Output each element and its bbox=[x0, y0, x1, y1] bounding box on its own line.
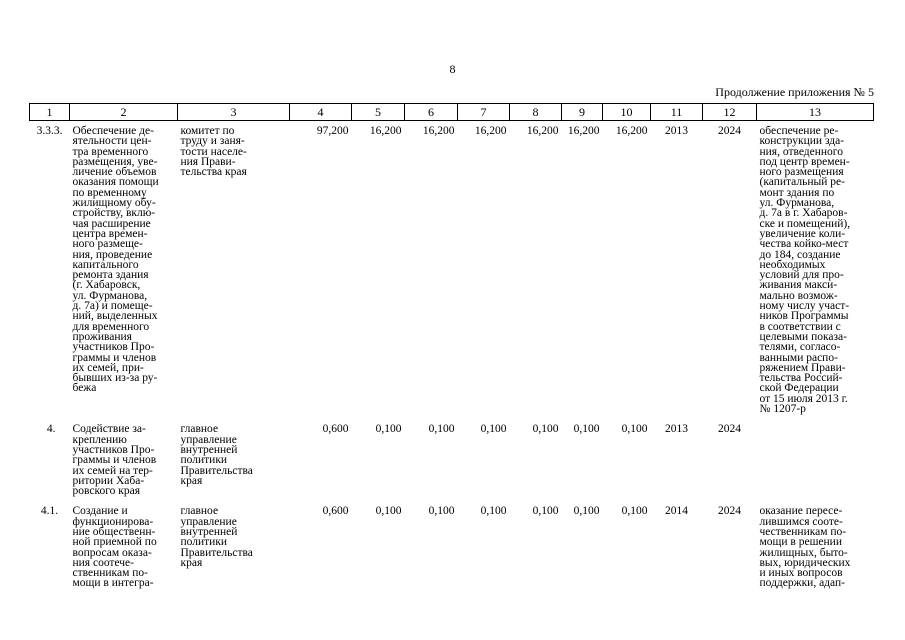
cell-year-value: 0,100 bbox=[573, 423, 600, 436]
column-header: 6 bbox=[405, 104, 458, 121]
cell-year-value: 0,100 bbox=[480, 505, 507, 518]
cell-executor: главное управление внутренней политики Правительства края bbox=[180, 505, 253, 569]
column-header: 3 bbox=[178, 104, 290, 121]
column-header: 1 bbox=[30, 104, 70, 121]
cell-year-value: 0,100 bbox=[480, 423, 507, 436]
cell-result bbox=[757, 414, 874, 496]
cell-total: 0,600 bbox=[322, 423, 349, 436]
cell-year-value: 16,200 bbox=[369, 125, 402, 137]
header-row bbox=[30, 104, 874, 121]
cell-total: 97,200 bbox=[316, 125, 349, 137]
cell-year-value: 0,100 bbox=[532, 505, 559, 518]
cell-activity: Содействие за- креплению участников Про- граммы и членов их семей на тер- ритории Хаба- ровского края bbox=[72, 423, 157, 498]
cell-id: 3.3.3. bbox=[36, 125, 63, 137]
column-header: 13 bbox=[757, 104, 874, 121]
cell-year-value: 16,200 bbox=[615, 125, 648, 137]
cell-executor: комитет по труду и заня- тости населе- ния Прави- тельства края bbox=[180, 125, 247, 179]
cell-year-value: 0,100 bbox=[573, 505, 600, 518]
table-row bbox=[30, 496, 874, 588]
cell-executor: главное управление внутренней политики Правительства края bbox=[180, 423, 253, 487]
column-header: 12 bbox=[703, 104, 757, 121]
cell-year-value: 16,200 bbox=[474, 125, 507, 137]
page-number: 8 bbox=[449, 62, 456, 76]
column-header: 5 bbox=[352, 104, 405, 121]
cell-year-value: 0,100 bbox=[428, 505, 455, 518]
cell-year-value: 0,100 bbox=[621, 423, 648, 436]
cell-year-value: 0,100 bbox=[621, 505, 648, 518]
cell-end-year: 2024 bbox=[718, 125, 741, 137]
table-row bbox=[30, 121, 874, 415]
cell-end-year: 2024 bbox=[718, 505, 741, 518]
table-row bbox=[30, 414, 874, 496]
cell-start-year: 2013 bbox=[665, 423, 688, 436]
cell-id: 4.1. bbox=[40, 505, 59, 518]
column-header: 8 bbox=[510, 104, 562, 121]
cell-id: 4. bbox=[46, 423, 56, 436]
cell-total: 0,600 bbox=[322, 505, 349, 518]
cell-year-value: 0,100 bbox=[532, 423, 559, 436]
column-header: 10 bbox=[603, 104, 651, 121]
program-table bbox=[29, 103, 874, 589]
cell-end-year: 2024 bbox=[718, 423, 741, 436]
cell-year-value: 16,200 bbox=[526, 125, 559, 137]
column-header: 2 bbox=[70, 104, 178, 121]
cell-year-value: 16,200 bbox=[567, 125, 600, 137]
cell-start-year: 2014 bbox=[665, 505, 688, 518]
column-header: 9 bbox=[562, 104, 603, 121]
cell-result: обеспечение ре- конструкции зда- ния, отведенного под центр времен- ного размещения (капитальный ре- монт здания по ул. Фурманова, д. 7а в г. Хабаров- ске и помещений), увеличение коли- чества койко-мест до 184, создание необходимых условий для про- живания макси- мально возмож- ному числу участ- ников Программы в соответствии с целевыми показа- телями, согласо- ванными распо- ряжением Прави- тельства Россий- ской Федерации от 15 июля 2013 г. № 1207-р bbox=[759, 125, 851, 416]
column-header: 11 bbox=[651, 104, 703, 121]
cell-year-value: 0,100 bbox=[375, 505, 402, 518]
cell-year-value: 0,100 bbox=[428, 423, 455, 436]
column-header: 7 bbox=[458, 104, 510, 121]
cell-year-value: 0,100 bbox=[375, 423, 402, 436]
cell-year-value: 16,200 bbox=[422, 125, 455, 137]
cell-activity: Создание и функционирова- ние общественн- ной приемной по вопросам оказа- ния соотече- ственникам по- мощи в интегра- bbox=[72, 505, 157, 590]
column-header: 4 bbox=[290, 104, 352, 121]
continuation-note: Продолжение приложения № 5 bbox=[715, 85, 874, 99]
cell-result: оказание пересе- лившимся сооте- чественникам по- мощи в решении жилищных, быто- вых, юридических и иных вопросов поддержки, адап- bbox=[759, 505, 851, 590]
cell-activity: Обеспечение де- ятельности цен- тра временного размещения, уве- личение объемов оказания помощи по временному жилищному обу- стройству, вклю- чая расширение центра времен- ного размеще- ния, проведение капитального ремонта здания (г. Хабаровск, ул. Фурманова, д. 7а) и помеще- ний, выделенных для временного проживания участников Про- граммы и членов их семей, при- бывших из-за ру- бежа bbox=[72, 125, 159, 395]
cell-start-year: 2013 bbox=[665, 125, 688, 137]
